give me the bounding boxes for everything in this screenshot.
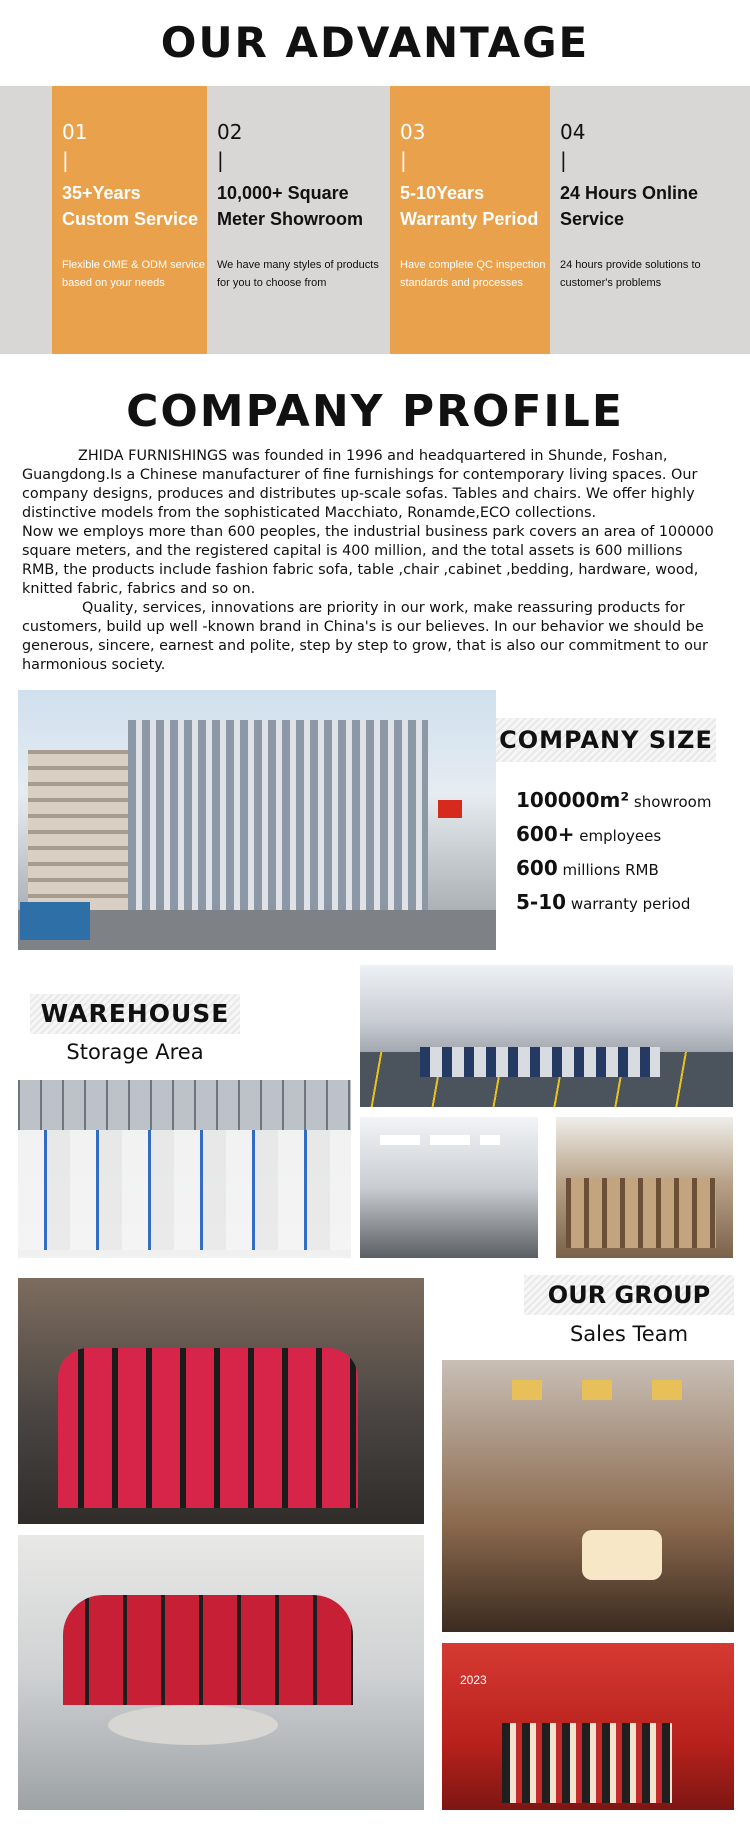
advantage-description: Have complete QC inspection standards and processes [400,259,546,289]
birthday-party-photo [442,1360,734,1632]
advantage-number: 01 [62,120,88,144]
advantage-number: 02 [217,120,243,144]
workshop-photo [360,1117,538,1258]
production-line-photo [360,965,733,1107]
advantage-band [0,86,750,354]
size-row-warranty [516,890,690,914]
profile-paragraph: Now we employs more than 600 peoples, the industrial business park covers an area of 100000 square meters, and the registered capital is 400 million, and the total assets is 600 millions RMB, the products include fashion fabric sofa, table ,chair ,cabinet ,bedding, hardware, wood, knitted fabric, fabrics and so on. [22,524,714,597]
advantage-item-4 [550,86,730,354]
advantage-description: Flexible OME & ODM service based on your needs [62,259,206,289]
profile-title: COMPANY PROFILE [126,386,624,437]
size-unit: millions RMB [562,861,659,879]
sales-team-photo [18,1278,424,1524]
warehouse-photo [18,1080,351,1258]
annual-meeting-photo [442,1643,734,1810]
warehouse-sublabel: Storage Area [66,1040,204,1064]
advantage-heading: 35+Years Custom Service [62,183,199,229]
profile-paragraph: Quality, services, innovations are priority in our work, make reassuring products for customers, build up well -known brand in China's is our believes. In our behavior we should be generous, sincere, earnest and polite, step by step to grow, that is also our commitment to our harmonious society. [22,600,708,673]
advantage-item-2 [207,86,390,354]
advantage-description: 24 hours provide solutions to customer's problems [560,259,701,289]
our-group-label: OUR GROUP [524,1275,734,1315]
profile-paragraph: ZHIDA FURNISHINGS was founded in 1996 and headquartered in Shunde, Foshan, Guangdong.Is a Chinese manufacturer of fine furnishings for contemporary living spaces. Our company designs, produces and distributes up-scale sofas. Tables and chairs. We offer highly distinctive models from the sophisticated Macchiato, Ronamde,ECO collections. [22,448,698,521]
advantage-divider: | [217,148,224,172]
size-row-employees [516,822,661,846]
size-row-capital [516,856,659,880]
profile-text [22,447,722,675]
advantage-number: 04 [560,120,586,144]
advantage-divider: | [400,148,407,172]
advantage-divider: | [62,148,69,172]
size-unit: employees [579,827,662,845]
size-unit: warranty period [570,895,691,913]
size-row-showroom [516,788,711,812]
size-value: 5-10 [516,890,567,914]
advantage-item-1 [52,86,207,354]
size-value: 600+ [516,822,575,846]
size-value: 100000m² [516,788,630,812]
advantage-number: 03 [400,120,426,144]
size-unit: showroom [633,793,712,811]
advantage-heading: 10,000+ Square Meter Showroom [217,183,364,229]
wood-workshop-photo [556,1117,733,1258]
advantage-heading: 24 Hours Online Service [560,183,699,229]
company-size-label: COMPANY SIZE [496,718,716,762]
warehouse-label: WAREHOUSE [30,994,240,1034]
banner-year: 2023 [460,1673,487,1687]
office-team-photo [18,1535,424,1810]
advantage-divider: | [560,148,567,172]
factory-building-photo [18,690,496,950]
advantage-title: OUR ADVANTAGE [160,18,590,67]
advantage-description: We have many styles of products for you to choose from [217,259,379,289]
advantage-item-3 [390,86,550,354]
group-sublabel: Sales Team [569,1322,689,1346]
advantage-heading: 5-10Years Warranty Period [400,183,539,229]
size-value: 600 [516,856,558,880]
